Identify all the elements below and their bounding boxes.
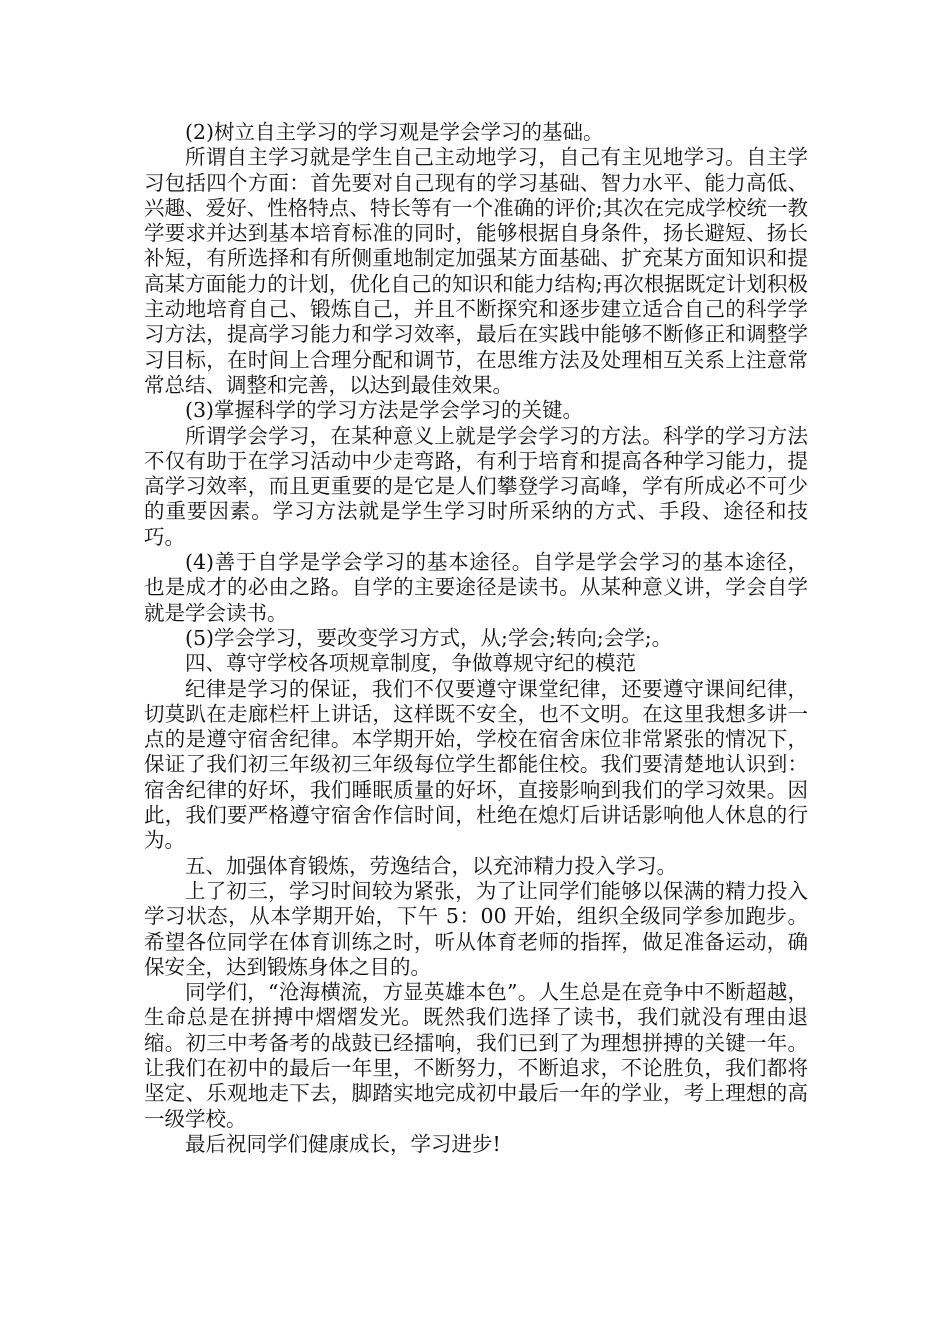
paragraph: 所谓学会学习，在某种意义上就是学会学习的方法。科学的学习方法不仅有助于在学习活动中少走弯路，有利于培育和提高各种学习能力，提高学习效率，而且更重要的是它是人们攀登学习高峰，学有所成必不可少的重要因素。学习方法就是学生学习时所采纳的方式、手段、途径和技巧。 (144, 423, 808, 549)
paragraph: (4)善于自学是学会学习的基本途径。自学是学会学习的基本途径，也是成才的必由之路。自学的主要途径是读书。从某种意义讲，学会自学就是学会读书。 (144, 550, 808, 625)
section-heading: 四、尊守学校各项规章制度，争做尊规守纪的模范 (185, 651, 636, 676)
section-heading: 五、加强体育锻炼，劳逸结合，以充沛精力投入学习。 (185, 853, 677, 878)
document-body (144, 120, 808, 1157)
paragraph: 纪律是学习的保证，我们不仅要遵守课堂纪律，还要遵守课间纪律，切莫趴在走廊栏杆上讲话，这样既不安全，也不文明。在这里我想多讲一点的是遵守宿舍纪律。本学期开始，学校在宿舍床位非常紧张的情况下，保证了我们初三年级初三年级每位学生都能住校。我们要清楚地认识到：宿舍纪律的好坏，我们睡眠质量的好坏，直接影响到我们的学习效果。因此，我们要严格遵守宿舍作信时间，杜绝在熄灯后讲话影响他人休息的行为。 (144, 676, 808, 853)
paragraph: (2)树立自主学习的学习观是学会学习的基础。 (185, 120, 604, 144)
paragraph: 同学们，“沧海横流，方显英雄本色”。人生总是在竞争中不断超越，生命总是在拼搏中熠熠发光。既然我们选择了读书，我们就没有理由退缩。初三中考备考的战鼓已经擂响，我们已到了为理想拼搏的关键一年。让我们在初中的最后一年里，不断努力，不断追求，不论胜负，我们都将坚定、乐观地走下去，脚踏实地完成初中最后一年的学业，考上理想的高一级学校。 (144, 980, 808, 1131)
paragraph: (5)学会学习，要改变学习方式，从;学会;转向;会学;。 (185, 625, 673, 650)
closing-paragraph: 最后祝同学们健康成长，学习进步! (185, 1131, 501, 1156)
paragraph: 所谓自主学习就是学生自己主动地学习，自己有主见地学习。自主学习包括四个方面：首先要对自己现有的学习基础、智力水平、能力高低、兴趣、爱好、性格特点、特长等有一个准确的评价;其次在完成学校统一教学要求并达到基本培育标准的同时，能够根据自身条件，扬长避短、扬长补短，有所选择和有所侧重地制定加强某方面基础、扩充某方面知识和提高某方面能力的计划，优化自己的知识和能力结构;再次根据既定计划积极主动地培育自己、锻炼自己，并且不断探究和逐步建立适合自己的科学学习方法，提高学习能力和学习效率，最后在实践中能够不断修正和调整学习目标，在时间上合理分配和调节，在思维方法及处理相互关系上注意常常总结、调整和完善，以达到最佳效果。 (144, 145, 808, 397)
paragraph: 上了初三，学习时间较为紧张，为了让同学们能够以保满的精力投入学习状态，从本学期开始，下午 5：00 开始，组织全级同学参加跑步。希望各位同学在体育训练之时，听从体育老师的指挥，做足准备运动，确保安全，达到锻炼身体之目的。 (144, 878, 808, 979)
paragraph: (3)掌握科学的学习方法是学会学习的关键。 (185, 398, 584, 423)
